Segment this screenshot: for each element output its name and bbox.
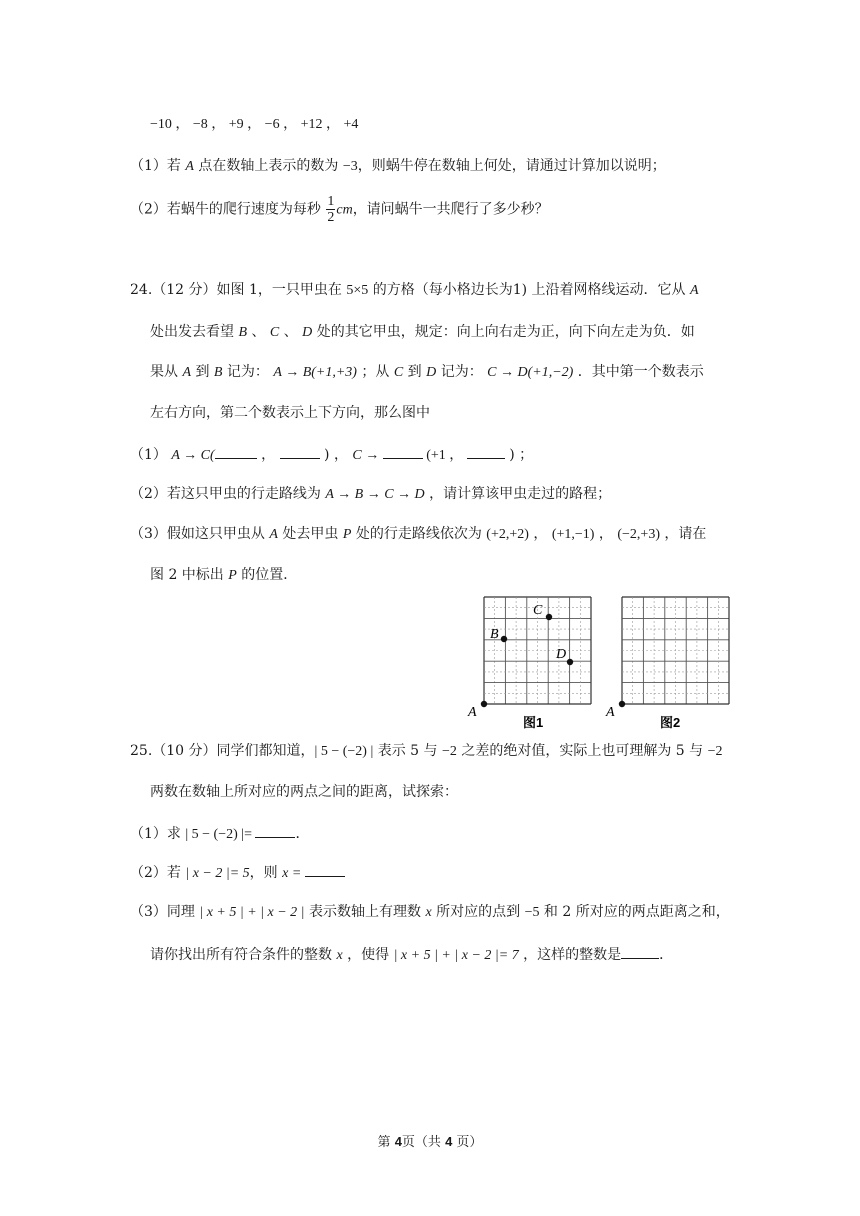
q24-part3-cont: 图 2 中标出 P 的位置．: [150, 567, 298, 583]
label-b: B: [490, 627, 499, 642]
q23-part2: （2）若蜗牛的爬行速度为每秒 $\frac{1}{2}$ cm，请问蜗牛一共爬行了多少秒？: [130, 194, 549, 225]
point-a-fig2: [605, 701, 625, 720]
q25-part3-cont: 请你找出所有符合条件的整数 x ，使得 | x + 5 | + | x − 2 |= 7 ，这样的整数是 ．: [150, 943, 673, 966]
answer-blank[interactable]: [215, 443, 257, 459]
grid-figure-2: [622, 597, 729, 704]
point-c: [533, 603, 552, 620]
q23-values: −10 ， −8 ， +9 ， −6 ， +12 ， +4: [150, 117, 359, 132]
label-d: D: [556, 647, 567, 662]
q24-part3: （3）假如这只甲虫从 A 处去甲虫 P 处的行走路线依次为 (+2,+2) ， (+1,−1) ， (−2,+3) ，请在: [130, 526, 707, 542]
q25-line2: 两数在数轴上所对应的两点之间的距离，试探索：: [150, 784, 458, 800]
q25-part1: （1）求 | 5 − (−2) |= ．: [130, 822, 309, 845]
answer-blank[interactable]: [280, 443, 320, 459]
q24-line2: 处出发去看望 B 、 C 、 D 处的其它甲虫，规定：向上向右走为正，向下向左走为负．如: [150, 324, 695, 340]
q24-part2: （2）若这只甲虫的行走路线为 A → B → C → D ，请计算该甲虫走过的路程；: [130, 486, 612, 502]
point-d: [555, 647, 573, 665]
page-footer: 第 4页（共 4 页）: [377, 1134, 483, 1150]
q25-line1: 25.（10 分）同学们都知道，| 5 − (−2) | 表示 5 与 −2 之差的绝对值，实际上也可理解为 5 与 −2: [130, 743, 723, 759]
label-c: C: [533, 603, 543, 618]
answer-blank[interactable]: [255, 822, 295, 838]
grid-figures: [462, 590, 740, 735]
answer-blank[interactable]: [383, 443, 423, 459]
q24-line1: 24.（12 分）如图 1，一只甲虫在 5×5 的方格（每小格边长为1) 上沿着网格线运动．它从 A: [130, 282, 699, 298]
answer-blank[interactable]: [305, 861, 345, 877]
answer-blank[interactable]: [467, 443, 505, 459]
label-a-fig1: A: [468, 705, 477, 720]
q24-part1: （1） A → C( ， ) ， C → (+1 ， ) ；: [130, 443, 533, 466]
q25-part2: （2）若 | x − 2 |= 5，则 x =: [130, 861, 345, 884]
figure-2-caption: 图2: [660, 715, 681, 730]
figure-1-caption: 图1: [523, 715, 544, 730]
q23-part1: （1）若 A 点在数轴上表示的数为 −3，则蜗牛停在数轴上何处，请通过计算加以说明；: [130, 158, 666, 174]
q24-line4: 左右方向，第二个数表示上下方向，那么图中: [150, 405, 430, 421]
fraction-half: $\frac{1}{2}$: [327, 194, 335, 225]
q24-line3: 果从 A 到 B 记为： A → B(+1,+3) ；从 C 到 D 记为： C → D(+1,−2) ．其中第一个数表示: [150, 364, 704, 380]
label-a-fig2: A: [606, 705, 615, 720]
point-a-fig1: [467, 701, 487, 720]
answer-blank[interactable]: [621, 943, 659, 959]
q25-part3: （3）同理 | x + 5 | + | x − 2 | 表示数轴上有理数 x 所对应的点到 −5 和 2 所对应的两点距离之和，: [130, 904, 730, 920]
